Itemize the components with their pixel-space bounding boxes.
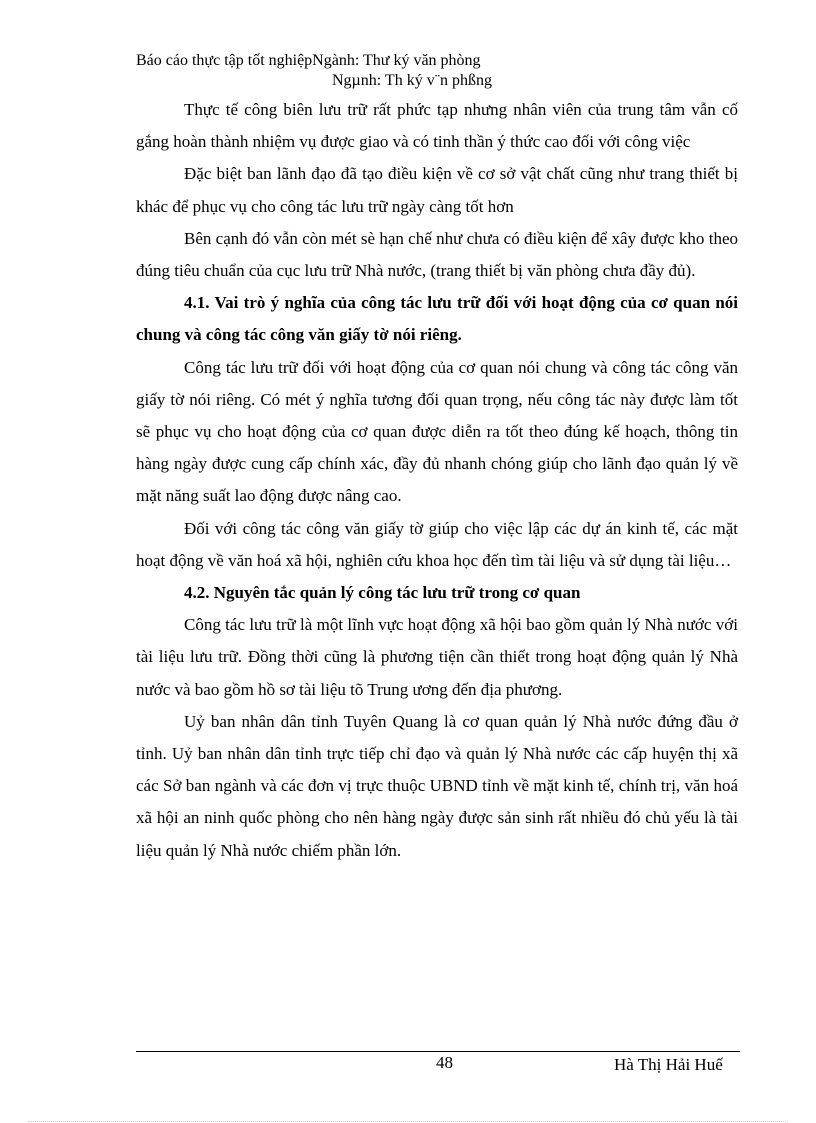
footer-divider — [136, 1051, 740, 1052]
page-number: 48 — [436, 1053, 453, 1072]
body-paragraph: Công tác lưu trữ là một lĩnh vực hoạt động xã hội bao gồm quản lý Nhà nước với tài liệu lưu trữ. Đồng thời cũng là phương tiện cần thiết trong hoạt động quản lý Nhà nước và bao gồm hồ sơ tài liệu tõ Trung ương đến địa phương. — [136, 615, 738, 699]
running-header-garbled: Ngµnh: Th ký v¨n phßng — [332, 72, 493, 89]
section-heading-4-2: 4.2. Nguyên tắc quản lý công tác lưu trữ trong cơ quan — [184, 583, 581, 603]
body-paragraph: Bên cạnh đó vẫn còn mét sè hạn chế như chưa có điều kiện để xây được kho theo đúng tiêu chuẩn của cục lưu trữ Nhà nước, (trang thiết bị văn phòng chưa đầy đủ). — [136, 228, 738, 281]
body-paragraph: Uỷ ban nhân dân tỉnh Tuyên Quang là cơ quan quản lý Nhà nước đứng đầu ở tỉnh. Uỷ ban nhân dân tỉnh trực tiếp chỉ đạo và quản lý Nhà nước các cấp huyện thị xã các Sở ban ngành và các đơn vị trực thuộc UBND tỉnh về mặt kinh tế, chính trị, văn hoá xã hội an ninh quốc phòng cho nên hàng ngày được sản sinh rất nhiều đó chủ yếu là tài liệu quản lý Nhà nước chiếm phần lớn. — [136, 711, 738, 860]
body-paragraph: Đặc biệt ban lãnh đạo đã tạo điều kiện về cơ sở vật chất cũng như trang thiết bị khác để phục vụ cho công tác lưu trữ ngày càng tốt hơn — [136, 164, 738, 216]
body-paragraph: Thực tế công biên lưu trữ rất phức tạp nhưng nhân viên của trung tâm vẫn cố gắng hoàn thành nhiệm vụ được giao và có tinh thần ý thức cao đối với công việc — [136, 100, 738, 152]
page-bottom-edge — [28, 1121, 788, 1122]
footer-author: Hà Thị Hải Huế — [614, 1055, 723, 1074]
body-paragraph: Công tác lưu trữ đối với hoạt động của cơ quan nói chung và công tác công văn giấy tờ nói riêng. Có mét ý nghĩa tương đối quan trọng, nếu công tác này được làm tốt sẽ phục vụ cho hoạt động của cơ quan được diễn ra tốt theo đúng kế hoạch, thông tin hàng ngày được cung cấp chính xác, đầy đủ nhanh chóng giúp cho lãnh đạo quản lý về mặt năng suất lao động được nâng cao. — [136, 357, 738, 506]
body-paragraph: Đối với công tác công văn giấy tờ giúp cho việc lập các dự án kinh tế, các mặt hoạt động về văn hoá xã hội, nghiên cứu khoa học đến tìm tài liệu và sử dụng tài liệu… — [136, 518, 738, 570]
document-body — [136, 94, 738, 867]
running-header: Báo cáo thực tập tốt nghiệpNgành: Thư ký văn phòng — [136, 52, 481, 69]
section-heading-4-1: 4.1. Vai trò ý nghĩa của công tác lưu trữ đối với hoạt động của cơ quan nói chung và công tác công văn giấy tờ nói riêng. — [136, 293, 738, 345]
